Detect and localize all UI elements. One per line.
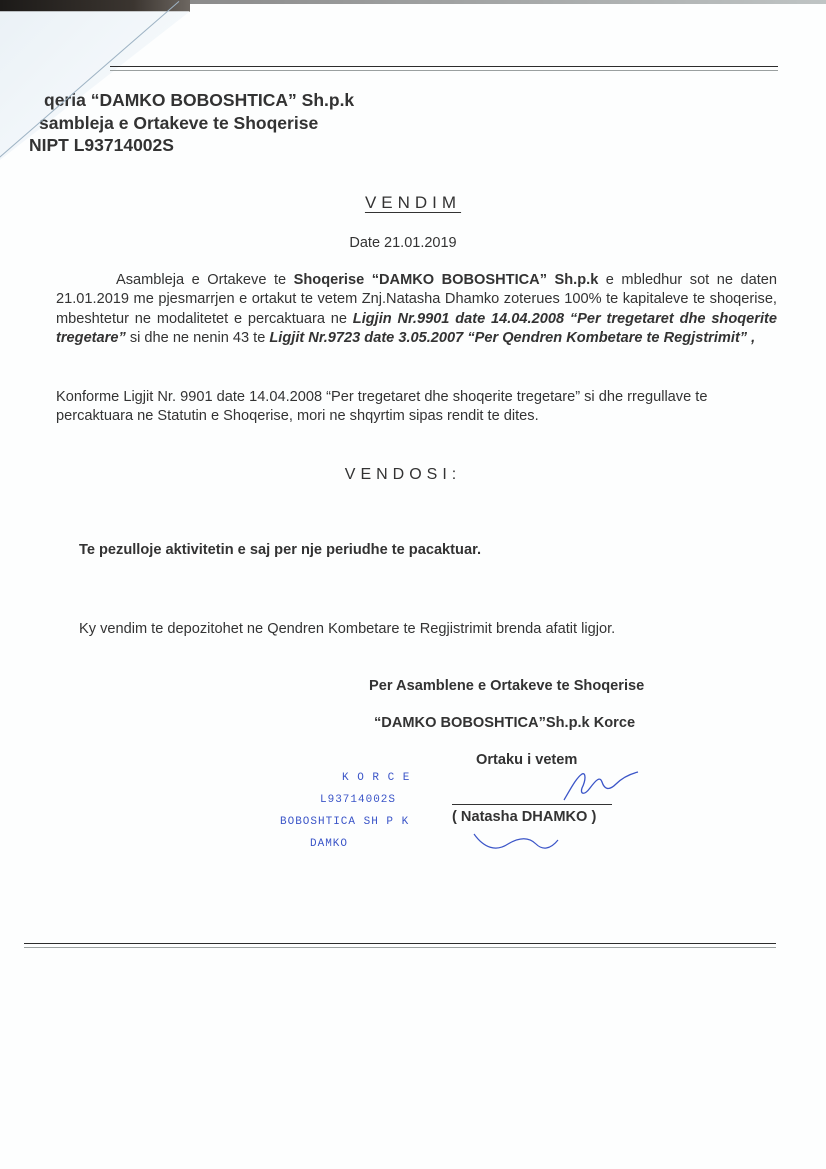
company-stamp xyxy=(250,772,440,872)
signatory-name: ( Natasha DHAMKO ) xyxy=(452,809,597,825)
document-title-text: VENDIM xyxy=(364,193,462,212)
company-name: qeria “DAMKO BOBOSHTICA” Sh.p.k xyxy=(44,90,355,110)
handwritten-signature xyxy=(560,770,640,802)
footer-rule xyxy=(24,943,776,948)
preamble-text-2: e mbledhur sot ne daten 21.01.2019 me pjesmarrjen e ortakut te vetem Znj.Natasha Dhamko zoterues 100% te kapitaleve te shoqerise, mbeshtetur ne modalitetet e percaktuara ne xyxy=(56,272,777,327)
signature-rule xyxy=(452,804,612,805)
stamp-line-1: K O R C E xyxy=(342,772,411,784)
folded-corner-shadow xyxy=(0,0,190,12)
decision-text: Te pezulloje aktivitetin e saj per nje periudhe te pacaktuar. xyxy=(79,542,481,558)
document-date: Date 21.01.2019 xyxy=(349,235,457,251)
document-title xyxy=(0,192,826,214)
paragraph-preamble xyxy=(56,271,777,349)
stamp-line-2: L93714002S xyxy=(320,794,397,806)
preamble-company: Shoqerise “DAMKO BOBOSHTICA” Sh.p.k xyxy=(293,272,599,288)
preamble-law-2: Ligjit Nr.9723 date 3.05.2007 “Per Qendren Kombetare te Regjstrimit” , xyxy=(269,330,756,347)
nipt: NIPT L93714002S xyxy=(29,135,174,155)
signature-role: Ortaku i vetem xyxy=(476,752,578,768)
section-heading: VENDOSI: xyxy=(344,466,462,483)
stamp-line-3: BOBOSHTICA SH P K xyxy=(280,816,410,828)
assembly-name: sambleja e Ortakeve te Shoqerise xyxy=(39,113,319,133)
preamble-law-1: Ligjin Nr.9901 date 14.04.2008 “Per tregetaret dhe shoqerite tregetare” xyxy=(56,310,777,347)
deposit-note: Ky vendim te depozitohet ne Qendren Kombetare te Regjistrimit brenda afatit ligjor. xyxy=(79,621,616,637)
header-rule xyxy=(110,66,778,71)
preamble-text-3: si dhe ne nenin 43 te xyxy=(125,330,270,347)
stamp-line-4: DAMKO xyxy=(310,838,349,850)
handwritten-signature-tail xyxy=(470,830,560,854)
signature-line-2: “DAMKO BOBOSHTICA”Sh.p.k Korce xyxy=(374,715,636,731)
paragraph-conformity: Konforme Ligjit Nr. 9901 date 14.04.2008 “Per tregetaret dhe shoqerite tregetare” si dhe rregullave te percaktuara ne Statutin e Shoqerise, mori ne shqyrtim sipas rendit te dites. xyxy=(56,389,708,425)
preamble-text-1: Asambleja e Ortakeve te xyxy=(116,272,294,288)
scan-edge-shadow xyxy=(180,0,826,4)
signature-line-1: Per Asamblene e Ortakeve te Shoqerise xyxy=(369,678,645,694)
